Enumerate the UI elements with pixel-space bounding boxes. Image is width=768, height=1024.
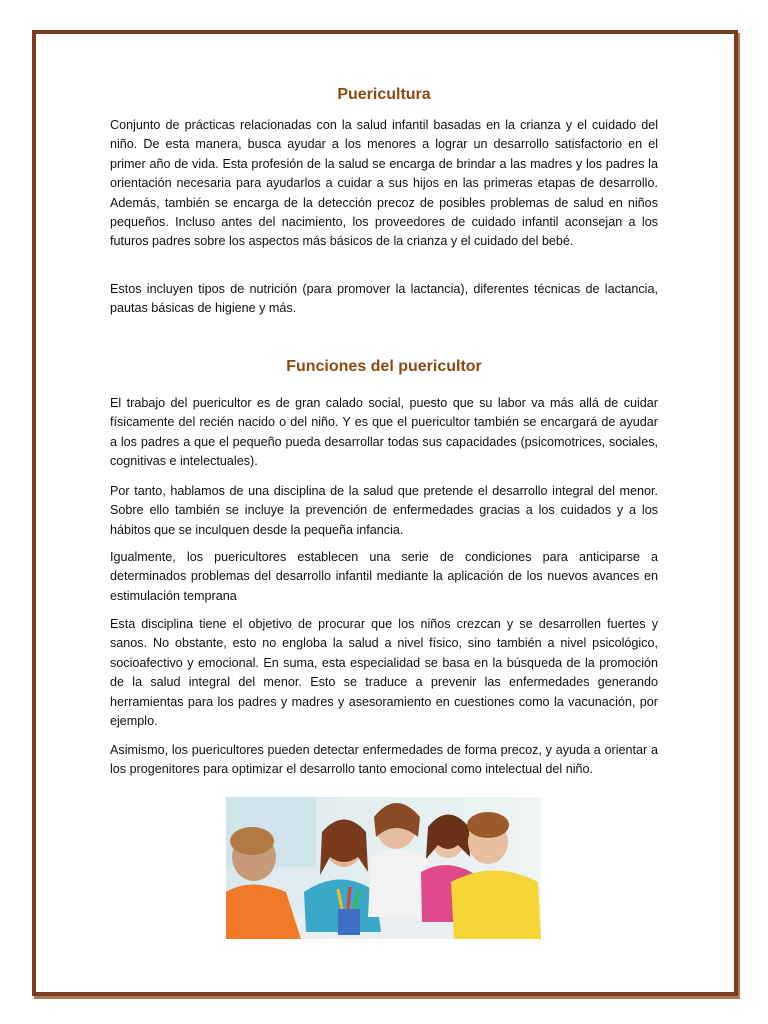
heading-funciones: Funciones del puericultor xyxy=(286,358,482,375)
paragraph-definition: Conjunto de prácticas relacionadas con la salud infantil basadas en la crianza y el cuidado del niño. De esta manera, busca ayudar a los menores a lograr un desarrollo satisfactorio en el primer año de vida. Esta profesión de la salud se encarga de brindar a las madres y los padres la orientación necesaria para ayudarlos a cuidar a sus hijos en las primeras etapas de desarrollo. Además, también se encarga de la detección precoz de posibles problemas de salud en niños pequeños. Incluso antes del nacimiento, los proveedores de cuidado infantil aconsejan a los futuros padres sobre los aspectos más básicos de la crianza y el cuidado del bebé. xyxy=(110,118,658,249)
children-photo xyxy=(226,797,541,939)
paragraph-discipline: Por tanto, hablamos de una disciplina de la salud que pretende el desarrollo integral del menor. Sobre ello también se incluye la prevención de enfermedades gracias a los cuidados y a los hábitos que se inculquen desde la pequeña infancia. xyxy=(110,484,658,537)
paragraph-detection: Asimismo, los puericultores pueden detectar enfermedades de forma precoz, y ayuda a orientar a los progenitores para optimizar el desarrollo tanto emocional como intelectual del niño. xyxy=(110,743,658,777)
paragraph-includes: Estos incluyen tipos de nutrición (para promover la lactancia), diferentes técnicas de lactancia, pautas básicas de higiene y más. xyxy=(110,282,658,316)
paragraph-work: El trabajo del puericultor es de gran calado social, puesto que su labor va más allá de cuidar físicamente del recién nacido o del niño. Y es que el puericultor también se encargará de ayudar a los padres a que el pequeño pueda desarrollar todas sus capacidades (psicomotrices, sociales, cognitivas e intelectuales). xyxy=(110,396,658,469)
paragraph-objective: Esta disciplina tiene el objetivo de procurar que los niños crezcan y se desarrollen fuertes y sanos. No obstante, esto no engloba la salud a nivel físico, sino también a nivel psicológico, socioafectivo y emocional. En suma, esta especialidad se basa en la búsqueda de la promoción de la salud integral del menor. Esto se traduce a prevenir las enfermedades generando herramientas para los padres y madres y asesoramiento en cuestiones como la vacunación, por ejemplo. xyxy=(110,617,658,729)
heading-puericultura: Puericultura xyxy=(337,86,431,103)
paragraph-conditions: Igualmente, los puericultores establecen una serie de condiciones para anticiparse a determinados problemas del desarrollo infantil mediante la aplicación de los nuevos avances en estimulación temprana xyxy=(110,550,658,603)
